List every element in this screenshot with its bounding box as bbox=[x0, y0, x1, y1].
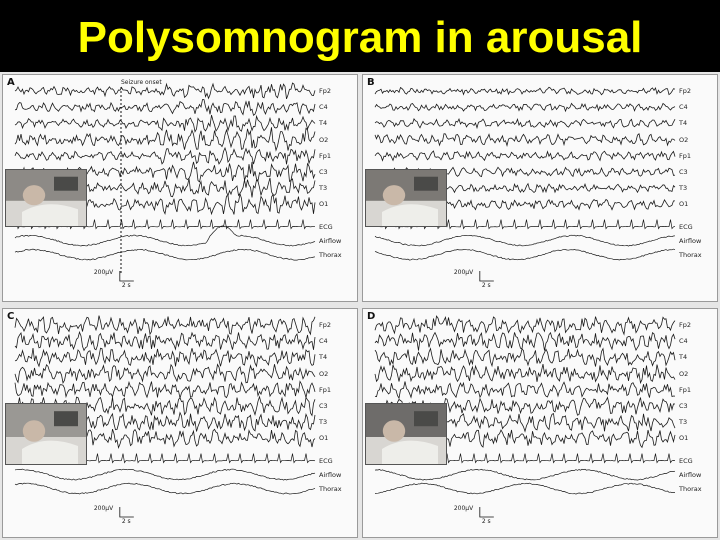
channel-label-c3: C3 bbox=[679, 402, 688, 410]
channel-label-o2: O2 bbox=[319, 369, 329, 378]
patient-photo bbox=[5, 169, 87, 227]
channel-label-c4: C4 bbox=[319, 337, 328, 346]
trace-fp2 bbox=[15, 316, 315, 335]
channel-label-t4: T4 bbox=[679, 119, 688, 128]
channel-label-thorax: Thorax bbox=[679, 484, 702, 493]
channel-label-o1: O1 bbox=[319, 434, 329, 443]
trace-airflow bbox=[15, 226, 315, 246]
patient-photo bbox=[5, 403, 87, 465]
channel-label-fp1: Fp1 bbox=[679, 151, 692, 160]
trace-o2 bbox=[15, 127, 315, 150]
channel-label-o2: O2 bbox=[679, 369, 689, 378]
trace-fp2 bbox=[15, 83, 315, 99]
polysomnogram-figure bbox=[0, 72, 720, 540]
scale-bar bbox=[480, 271, 494, 281]
trace-thorax bbox=[375, 483, 675, 494]
channel-label-ecg: ECG bbox=[679, 456, 693, 465]
channel-label-airflow: Airflow bbox=[319, 470, 342, 479]
channel-label-o1: O1 bbox=[679, 434, 689, 443]
channel-label-c3: C3 bbox=[319, 168, 328, 176]
channel-label-c4: C4 bbox=[679, 103, 688, 112]
scale-amplitude-label: 200µV bbox=[93, 505, 114, 512]
channel-label-airflow: Airflow bbox=[679, 236, 702, 245]
channel-label-thorax: Thorax bbox=[319, 250, 342, 259]
channel-label-thorax: Thorax bbox=[679, 250, 702, 259]
trace-c4 bbox=[375, 332, 675, 350]
channel-label-fp2: Fp2 bbox=[319, 321, 332, 329]
panel-label-a: A bbox=[7, 77, 15, 88]
scale-time-label: 2 s bbox=[481, 282, 491, 289]
panel-b bbox=[362, 74, 718, 302]
trace-c4 bbox=[375, 103, 675, 111]
channel-label-o2: O2 bbox=[319, 135, 329, 144]
channel-label-fp1: Fp1 bbox=[319, 151, 332, 160]
trace-fp1 bbox=[15, 148, 315, 164]
trace-fp2 bbox=[375, 87, 675, 94]
channel-label-fp1: Fp1 bbox=[679, 385, 692, 394]
channel-label-c3: C3 bbox=[679, 168, 688, 176]
trace-o2 bbox=[375, 134, 675, 146]
channel-label-t3: T3 bbox=[319, 184, 328, 193]
channel-label-ecg: ECG bbox=[319, 456, 333, 465]
trace-fp1 bbox=[15, 382, 315, 399]
channel-label-ecg: ECG bbox=[679, 222, 693, 231]
channel-label-c4: C4 bbox=[319, 103, 328, 112]
channel-label-fp2: Fp2 bbox=[679, 87, 692, 95]
trace-o2 bbox=[15, 364, 315, 383]
trace-thorax bbox=[15, 483, 315, 494]
slide-title: Polysomnogram in arousal bbox=[77, 13, 643, 62]
scale-bar bbox=[120, 507, 134, 517]
channel-label-t3: T3 bbox=[319, 418, 328, 427]
panel-a bbox=[2, 74, 358, 302]
trace-t4 bbox=[375, 119, 675, 128]
panel-label-b: B bbox=[367, 77, 375, 88]
trace-c4 bbox=[15, 332, 315, 350]
trace-fp1 bbox=[375, 382, 675, 399]
scale-time-label: 2 s bbox=[121, 282, 131, 289]
channel-label-airflow: Airflow bbox=[319, 236, 342, 245]
patient-photo bbox=[365, 403, 447, 465]
panel-label-c: C bbox=[7, 311, 15, 322]
patient-photo bbox=[365, 169, 447, 227]
scale-bar bbox=[120, 271, 134, 281]
channel-label-t3: T3 bbox=[679, 184, 688, 193]
scale-time-label: 2 s bbox=[121, 518, 131, 525]
channel-label-o1: O1 bbox=[319, 200, 329, 209]
channel-label-c4: C4 bbox=[679, 337, 688, 346]
panel-d bbox=[362, 308, 718, 538]
seizure-onset-label: Seizure onset bbox=[121, 79, 162, 86]
scale-amplitude-label: 200µV bbox=[93, 269, 114, 276]
trace-c4 bbox=[15, 100, 315, 116]
channel-label-c3: C3 bbox=[319, 402, 328, 410]
channel-label-t3: T3 bbox=[679, 418, 688, 427]
channel-label-o2: O2 bbox=[679, 135, 689, 144]
panel-label-d: D bbox=[367, 311, 376, 322]
trace-airflow bbox=[375, 469, 675, 480]
channel-label-fp2: Fp2 bbox=[679, 321, 692, 329]
channel-label-thorax: Thorax bbox=[319, 484, 342, 493]
trace-t4 bbox=[15, 348, 315, 366]
trace-fp1 bbox=[375, 151, 675, 161]
scale-time-label: 2 s bbox=[481, 518, 491, 525]
channel-label-t4: T4 bbox=[679, 353, 688, 362]
channel-label-o1: O1 bbox=[679, 200, 689, 209]
trace-thorax bbox=[375, 249, 675, 260]
scale-amplitude-label: 200µV bbox=[453, 505, 474, 512]
trace-airflow bbox=[375, 235, 675, 246]
panel-c bbox=[2, 308, 358, 538]
scale-bar bbox=[480, 507, 494, 517]
channel-label-t4: T4 bbox=[319, 353, 328, 362]
trace-o2 bbox=[375, 364, 675, 383]
channel-label-airflow: Airflow bbox=[679, 470, 702, 479]
channel-label-ecg: ECG bbox=[319, 222, 333, 231]
trace-airflow bbox=[15, 469, 315, 480]
trace-thorax bbox=[15, 249, 315, 260]
channel-label-fp2: Fp2 bbox=[319, 87, 332, 95]
scale-amplitude-label: 200µV bbox=[453, 269, 474, 276]
trace-fp2 bbox=[375, 316, 675, 334]
trace-t4 bbox=[375, 349, 675, 367]
channel-label-fp1: Fp1 bbox=[319, 385, 332, 394]
trace-t4 bbox=[15, 115, 315, 132]
channel-label-t4: T4 bbox=[319, 119, 328, 128]
